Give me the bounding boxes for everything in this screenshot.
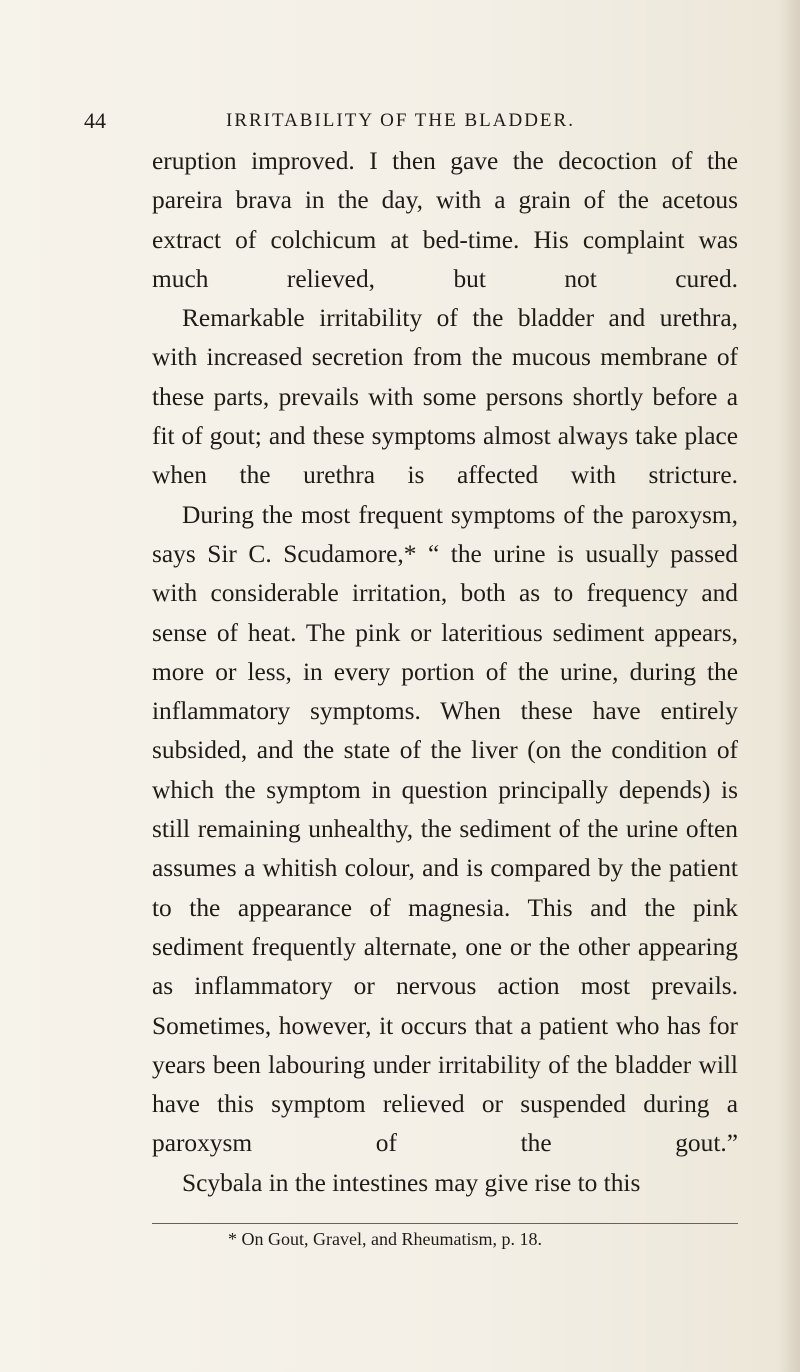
body-text: [152, 142, 738, 1203]
running-title: IRRITABILITY OF THE BLADDER.: [226, 110, 575, 131]
footnote: * On Gout, Gravel, and Rheumatism, p. 18.: [228, 1229, 542, 1249]
paragraph: Scybala in the intestines may give rise to this: [182, 1168, 641, 1197]
running-head: [84, 108, 744, 138]
footnote-rule: [152, 1223, 738, 1224]
page-edge-shadow: [778, 0, 800, 1372]
paragraph: Remarkable irritability of the bladder and urethra, with increased secretion from the mucous membrane of these parts, prevails with some persons shortly before a fit of gout; and these symptoms almost always take place when the urethra is affected with stricture.: [152, 304, 738, 490]
page-number: 44: [84, 108, 106, 133]
paragraph: eruption improved. I then gave the decoction of the pareira brava in the day, with a grain of the acetous extract of colchicum at bed-time. His complaint was much relieved, but not cured.: [152, 147, 738, 293]
paragraph: During the most frequent symptoms of the paroxysm, says Sir C. Scudamore,* “ the urine is usually passed with considerable irritation, both as to frequency and sense of heat. The pink or lateritious sediment appears, more or less, in every portion of the urine, during the inflammatory symptoms. When these have entirely subsided, and the state of the liver (on the condition of which the symptom in question principally depends) is still remaining unhealthy, the sediment of the urine often assumes a whitish colour, and is compared by the patient to the appearance of magnesia. This and the pink sediment frequently alternate, one or the other appearing as inflammatory or nervous action most prevails. Sometimes, however, it occurs that a patient who has for years been labouring under irritability of the bladder will have this symptom relieved or suspended during a paroxysm of the gout.”: [152, 500, 738, 1158]
